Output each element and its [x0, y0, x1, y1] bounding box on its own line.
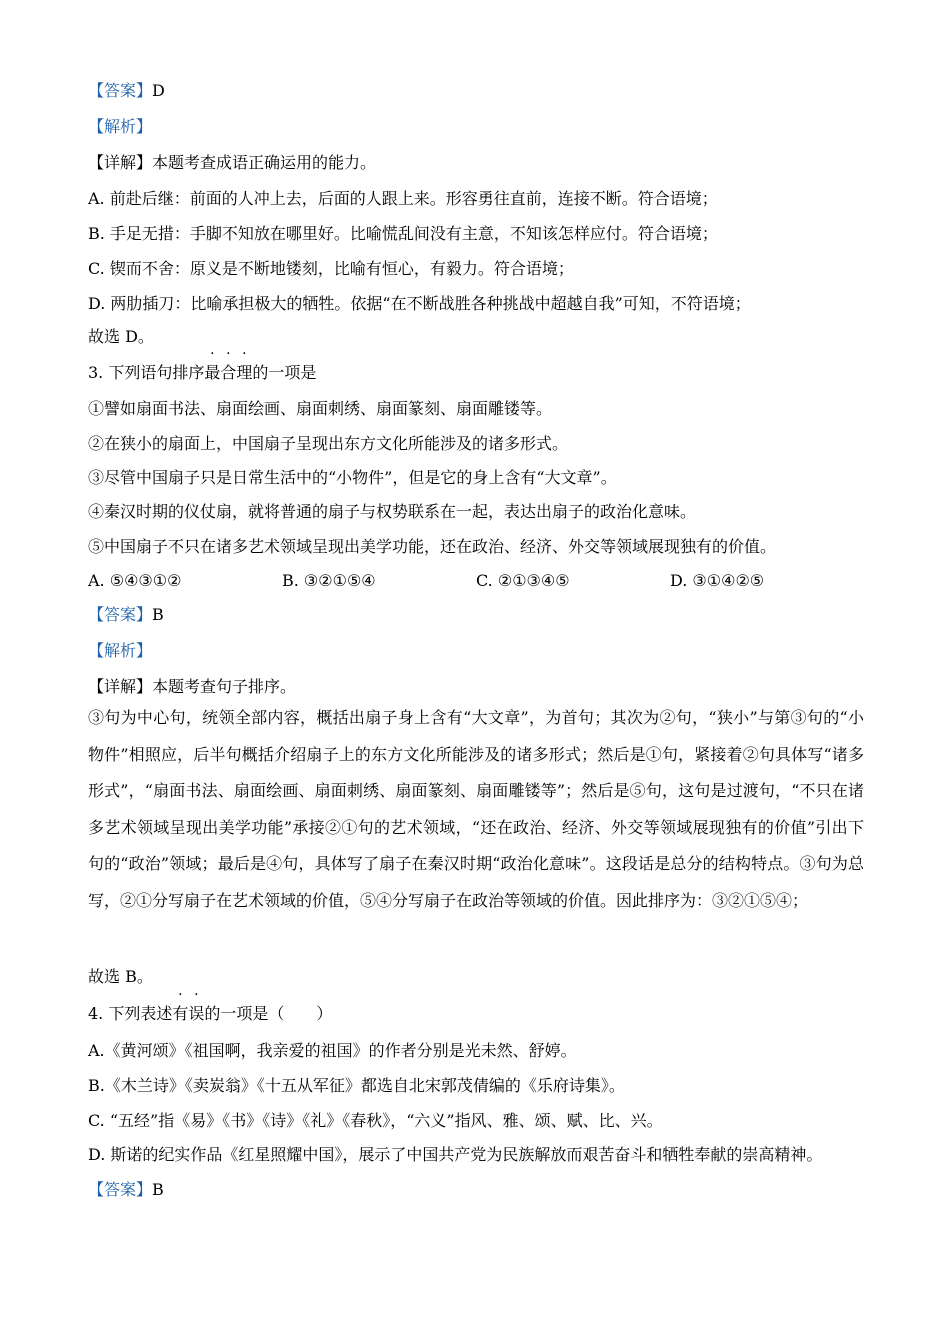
q2-line-d: D. 两肋插刀：比喻承担极大的牺牲。依据“在不断战胜各种挑战中超越自我”可知，不符语境；: [88, 294, 751, 313]
q4-line-c: C. “五经”指《易》《书》《诗》《礼》《春秋》，“六义”指风、雅、颂、赋、比、兴。: [88, 1111, 663, 1130]
detail-text: 本题考查成语正确运用的能力。: [152, 153, 377, 172]
analysis-tag: 【解析】: [88, 641, 153, 660]
answer-value: D: [152, 81, 165, 100]
q4-stem-suffix: 的一项是（ ）: [204, 1004, 333, 1023]
q2-conclusion: 故选 D。: [88, 327, 154, 346]
q3-answer: [88, 603, 868, 627]
q3-analysis-heading: [88, 639, 868, 663]
q2-line-b: B. 手足无措：手脚不知放在哪里好。比喻慌乱间没有主意，不知该怎样应付。符合语境；: [88, 224, 718, 243]
q2-line-a: A. 前赴后继：前面的人冲上去，后面的人跟上来。形容勇往直前，连接不断。符合语境；: [88, 189, 718, 208]
emphasis-char: 误: [188, 1004, 205, 1023]
answer-tag: 【答案】: [88, 1180, 153, 1199]
q3-sentence-4: ④秦汉时期的仪仗扇，就将普通的扇子与权势联系在一起，表达出扇子的政治化意味。: [88, 502, 697, 521]
q3-sentence-1: ①譬如扇面书法、扇面绘画、扇面刺绣、扇面篆刻、扇面雕镂等。: [88, 399, 553, 418]
q2-line-c: C. 锲而不舍：原义是不断地镂刻，比喻有恒心，有毅力。符合语境；: [88, 259, 574, 278]
answer-tag: 【答案】: [88, 605, 153, 624]
emphasis-char: 合: [220, 363, 237, 382]
q3-stem: [88, 361, 868, 385]
q3-detail: [88, 675, 868, 699]
q3-stem-prefix: 3. 下列语句排序: [88, 363, 205, 382]
detail-tag: 【详解】: [88, 153, 153, 172]
option-b: B. ③②①⑤④: [282, 571, 376, 590]
q4-answer: [88, 1178, 868, 1202]
q3-sentence-5: ⑤中国扇子不只在诸多艺术领域呈现出美学功能，还在政治、经济、外交等领域展现独有的价值。: [88, 537, 777, 556]
q4-stem-prefix: 4. 下列表述: [88, 1004, 173, 1023]
q2-detail: [88, 151, 868, 175]
emphasis-char: 最: [204, 363, 221, 382]
detail-text: 本题考查句子排序。: [152, 677, 297, 696]
option-a: A. ⑤④③①②: [88, 571, 182, 590]
detail-tag: 【详解】: [88, 677, 153, 696]
q4-line-d: D. 斯诺的纪实作品《红星照耀中国》，展示了中国共产党为民族解放而艰苦奋斗和牺牲奉献的崇高精神。: [88, 1145, 823, 1164]
q3-sentence-3: ③尽管中国扇子只是日常生活中的“小物件”，但是它的身上含有“大文章”。: [88, 468, 617, 487]
q4-line-b: B.《木兰诗》《卖炭翁》《十五从军征》都选自北宋郭茂倩编的《乐府诗集》。: [88, 1076, 625, 1095]
q2-answer: [88, 79, 868, 103]
answer-value: B: [152, 605, 164, 624]
option-c: C. ②①③④⑤: [476, 571, 570, 590]
q4-stem: [88, 1002, 868, 1026]
answer-value: B: [152, 1180, 164, 1199]
option-d: D. ③①④②⑤: [670, 571, 765, 590]
analysis-tag: 【解析】: [88, 117, 153, 136]
answer-tag: 【答案】: [88, 81, 153, 100]
q2-analysis-heading: [88, 115, 868, 139]
q3-stem-suffix: 的一项是: [252, 363, 317, 382]
q4-line-a: A.《黄河颂》《祖国啊，我亲爱的祖国》的作者分别是光未然、舒婷。: [88, 1041, 577, 1060]
q3-conclusion: 故选 B。: [88, 967, 153, 986]
emphasis-char: 有: [172, 1004, 189, 1023]
q3-sentence-2: ②在狭小的扇面上，中国扇子呈现出东方文化所能涉及的诸多形式。: [88, 434, 569, 453]
q3-explanation: ③句为中心句，统领全部内容，概括出扇子身上含有“大文章”，为首句；其次为②句，“狭小”与第③句的“小物件”相照应，后半句概括介绍扇子上的东方文化所能涉及的诸多形式；然后是①句，紧接着②句具体写“诸多形式”，“扇面书法、扇面绘画、扇面刺绣、扇面篆刻、扇面雕镂等”；然后是⑤句，这句是过渡句，“不只在诸多艺术领域呈现出美学功能”承接②①句的艺术领域，“还在政治、经济、外交等领域展现独有的价值”引出下句的“政治”领域；最后是④句，具体写了扇子在秦汉时期“政治化意味”。这段话是总分的结构特点。③句为总写，②①分写扇子在艺术领域的价值，⑤④分写扇子在政治等领域的价值。因此排序为：③②①⑤④；: [88, 708, 864, 910]
emphasis-char: 理: [236, 363, 253, 382]
q3-options: [88, 569, 868, 593]
